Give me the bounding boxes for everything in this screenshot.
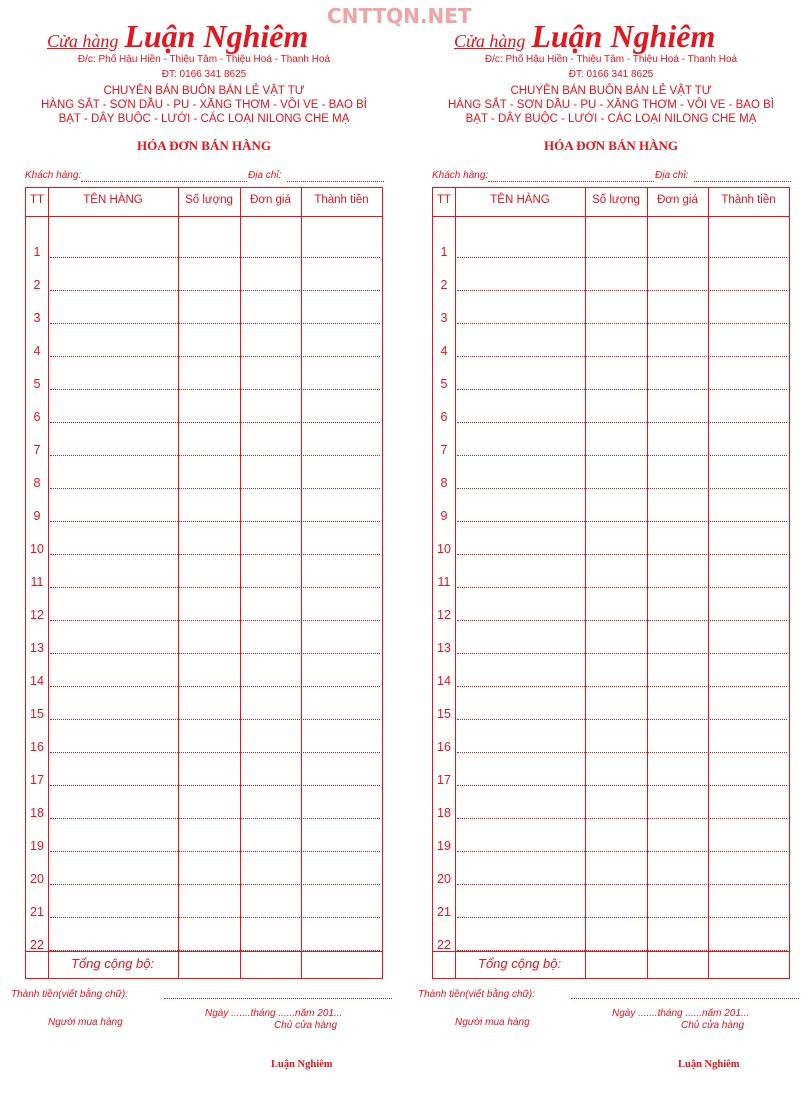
row-line[interactable] [457,356,787,357]
amount-in-words-field[interactable] [164,998,392,999]
shop-header [47,18,308,55]
invoice-copy-left [11,0,394,1103]
row-line[interactable] [457,719,787,720]
column-header-tt: TT [29,194,45,206]
row-number: 5 [33,377,41,391]
address-field[interactable] [694,181,791,182]
row-line[interactable] [50,950,380,951]
buyer-label: Người mua hàng [48,1017,123,1028]
shop-header [454,18,715,55]
row-line[interactable] [50,488,380,489]
row-number: 3 [440,311,448,325]
row-line[interactable] [50,785,380,786]
shop-phone: ĐT: 0166 341 8625 [161,69,247,80]
row-number: 14 [437,674,451,688]
row-number: 14 [30,674,44,688]
column-header-item: TÊN HÀNG [83,194,143,206]
address-label: Địa chỉ: [655,170,689,181]
column-header-amount: Thành tiền [721,194,776,206]
row-line[interactable] [50,356,380,357]
row-line[interactable] [457,323,787,324]
row-line[interactable] [50,818,380,819]
row-number: 18 [437,806,451,820]
row-line[interactable] [50,257,380,258]
row-number: 6 [33,410,41,424]
row-line[interactable] [50,323,380,324]
row-line[interactable] [50,290,380,291]
row-line[interactable] [457,686,787,687]
amount-in-words-label: Thành tiền(viết bằng chữ): [11,989,128,1000]
shop-specialty: CHUYÊN BÁN BUÔN BÁN LẺ VẬT TƯ [510,85,712,97]
row-number: 15 [30,707,44,721]
row-line[interactable] [50,554,380,555]
address-field[interactable] [287,181,384,182]
signature-name: Luận Nghiêm [678,1059,740,1070]
row-line[interactable] [457,389,787,390]
row-number: 20 [30,872,44,886]
row-number: 6 [440,410,448,424]
row-number: 22 [30,938,44,952]
customer-label: Khách hàng: [25,170,82,181]
row-line[interactable] [50,455,380,456]
amount-in-words-field[interactable] [571,998,799,999]
shop-phone: ĐT: 0166 341 8625 [568,69,654,80]
row-number: 1 [440,245,448,259]
shop-address: Đ/c: Phố Hậu Hiền - Thiệu Tâm - Thiệu Hoá - Thanh Hoá [77,54,331,65]
row-number: 11 [30,575,44,589]
row-line[interactable] [50,686,380,687]
row-number: 13 [30,641,44,655]
row-line[interactable] [457,455,787,456]
shop-name: Luận Nghiêm [531,18,716,54]
row-line[interactable] [457,257,787,258]
row-line[interactable] [457,554,787,555]
column-header-tt: TT [436,194,452,206]
row-number: 17 [437,773,451,787]
row-number: 16 [30,740,44,754]
owner-label: Chủ cửa hàng [274,1020,338,1031]
row-number: 10 [437,542,451,556]
row-number: 20 [437,872,451,886]
address-label: Địa chỉ: [248,170,282,181]
row-line[interactable] [457,818,787,819]
row-number: 9 [440,509,448,523]
row-line[interactable] [457,785,787,786]
row-number: 17 [30,773,44,787]
buyer-label: Người mua hàng [455,1017,530,1028]
row-line[interactable] [457,290,787,291]
row-line[interactable] [50,422,380,423]
column-header-qty: Số lượng [185,194,233,206]
invoice-copy-right [418,0,801,1103]
shop-prefix: Cửa hàng [47,31,119,51]
row-number: 4 [33,344,41,358]
row-line[interactable] [457,488,787,489]
column-header-amount: Thành tiền [314,194,369,206]
row-number: 21 [437,905,451,919]
shop-address: Đ/c: Phố Hậu Hiền - Thiệu Tâm - Thiệu Hoá - Thanh Hoá [484,54,738,65]
row-number: 8 [33,476,41,490]
owner-label: Chủ cửa hàng [681,1020,745,1031]
row-line[interactable] [457,752,787,753]
row-line[interactable] [50,752,380,753]
row-line[interactable] [50,851,380,852]
products-line-1: HÀNG SẮT - SƠN DẦU - PU - XĂNG THƠM - VÔI VE - BAO BÌ [40,99,367,111]
row-line[interactable] [457,521,787,522]
row-line[interactable] [457,620,787,621]
row-number: 2 [440,278,448,292]
row-line[interactable] [50,587,380,588]
date-line: Ngày .......tháng ......năm 201... [612,1008,750,1019]
products-line-1: HÀNG SẮT - SƠN DẦU - PU - XĂNG THƠM - VÔI VE - BAO BÌ [447,99,774,111]
products-line-2: BẠT - DÂY BUỘC - LƯỚI - CÁC LOẠI NILONG CHE MẠ [465,113,757,125]
customer-field[interactable] [488,181,654,182]
row-line[interactable] [50,653,380,654]
row-number: 7 [33,443,41,457]
invoice-table [25,187,383,979]
shop-prefix: Cửa hàng [454,31,526,51]
row-line[interactable] [50,719,380,720]
products-line-2: BẠT - DÂY BUỘC - LƯỚI - CÁC LOẠI NILONG CHE MẠ [58,113,350,125]
row-number: 13 [437,641,451,655]
row-line[interactable] [457,917,787,918]
watermark: CNTTQN.NET [327,4,472,28]
invoice-title: HÓA ĐƠN BÁN HÀNG [137,138,271,153]
invoice-table [432,187,790,979]
row-number: 8 [440,476,448,490]
column-header-qty: Số lượng [592,194,640,206]
customer-label: Khách hàng: [432,170,489,181]
row-number: 18 [30,806,44,820]
row-line[interactable] [457,851,787,852]
row-line[interactable] [457,884,787,885]
row-number: 2 [33,278,41,292]
row-line[interactable] [457,950,787,951]
amount-in-words-label: Thành tiền(viết bằng chữ): [418,989,535,1000]
row-number: 19 [30,839,44,853]
row-number: 3 [33,311,41,325]
row-number: 15 [437,707,451,721]
row-line[interactable] [50,620,380,621]
row-line[interactable] [457,422,787,423]
shop-name: Luận Nghiêm [124,18,309,54]
row-line[interactable] [457,653,787,654]
date-line: Ngày .......tháng ......năm 201... [205,1008,343,1019]
row-number: 16 [437,740,451,754]
signature-name: Luận Nghiêm [271,1059,333,1070]
row-number: 9 [33,509,41,523]
column-header-price: Đơn giá [250,194,291,206]
row-number: 22 [437,938,451,952]
row-number: 4 [440,344,448,358]
row-line[interactable] [50,521,380,522]
row-number: 12 [437,608,451,622]
row-number: 7 [440,443,448,457]
row-line[interactable] [50,884,380,885]
customer-field[interactable] [81,181,247,182]
column-header-price: Đơn giá [657,194,698,206]
row-number: 5 [440,377,448,391]
row-line[interactable] [457,587,787,588]
row-number: 19 [437,839,451,853]
row-number: 12 [30,608,44,622]
shop-specialty: CHUYÊN BÁN BUÔN BÁN LẺ VẬT TƯ [103,85,305,97]
row-line[interactable] [50,389,380,390]
row-number: 10 [30,542,44,556]
column-header-item: TÊN HÀNG [490,194,550,206]
row-number: 1 [33,245,41,259]
row-number: 21 [30,905,44,919]
row-line[interactable] [50,917,380,918]
invoice-title: HÓA ĐƠN BÁN HÀNG [544,138,678,153]
total-label: Tổng cộng bộ: [478,956,562,971]
total-label: Tổng cộng bộ: [71,956,155,971]
row-number: 11 [437,575,451,589]
